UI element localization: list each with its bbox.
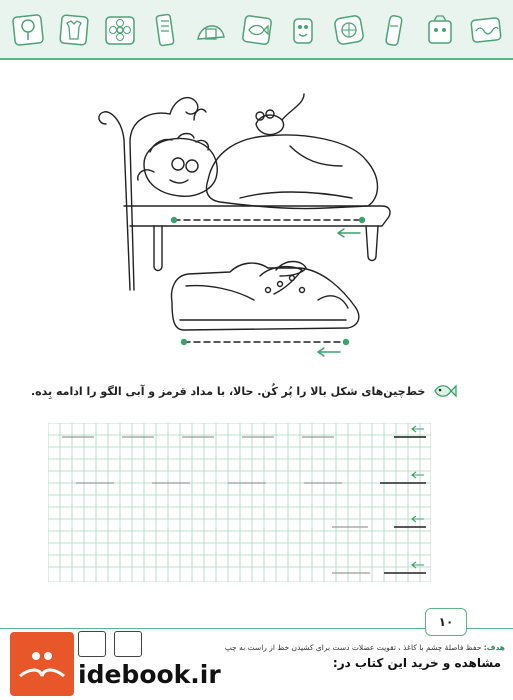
shoe-tracing-line — [182, 340, 349, 357]
shoe — [172, 262, 359, 331]
footer-mini-icons — [78, 631, 142, 657]
goal-label: هدف: — [483, 643, 505, 652]
face-icon — [114, 631, 142, 657]
house-card-icon — [195, 13, 227, 47]
ball-card-icon — [333, 13, 365, 47]
exercise-grid — [48, 423, 431, 582]
instruction-text: خط‌چین‌های شکل بالا را پُر کُن. حالا، با مداد قرمز و آبی الگو را ادامه بِده. — [31, 384, 426, 398]
fish-icon — [431, 381, 457, 401]
tracing-illustration — [90, 80, 420, 365]
grid-row-4 — [332, 562, 426, 573]
book-stack-icon — [78, 631, 106, 657]
brand-name[interactable]: idebook.ir — [78, 660, 221, 689]
cup-card-icon — [287, 13, 319, 47]
wave-card-icon — [470, 13, 502, 47]
bed-frame — [124, 206, 390, 271]
shirt-card-icon — [58, 13, 90, 47]
book-card-icon — [149, 13, 181, 47]
goal-text: حفظ فاصلهٔ چشم با کاغذ ، تقویت عضلات دست برای کشیدن خط از راست به چپ — [224, 643, 482, 652]
instruction-line — [31, 378, 501, 404]
goal-note — [225, 643, 505, 652]
grid-row-2 — [76, 472, 426, 483]
bottle-card-icon — [378, 13, 410, 47]
grid-row-3 — [332, 516, 426, 527]
page-number — [425, 608, 467, 636]
bed-headboard — [99, 98, 206, 290]
robot-card-icon — [424, 13, 456, 47]
brand-logo — [10, 632, 74, 696]
grid-lines — [48, 423, 431, 582]
decorative-icon-row — [12, 10, 502, 50]
tree-card-icon — [12, 13, 44, 47]
page-number-text: ۱۰ — [438, 615, 454, 629]
brand-tagline: مشاهده و خرید این کتاب در: — [332, 656, 501, 670]
flower-card-icon — [104, 13, 136, 47]
boy-head — [138, 134, 218, 197]
header-band — [0, 0, 513, 60]
mouse — [256, 94, 304, 135]
fish-card-icon — [241, 13, 273, 47]
bed-tracing-line — [172, 218, 365, 238]
bed-blanket — [207, 135, 378, 209]
